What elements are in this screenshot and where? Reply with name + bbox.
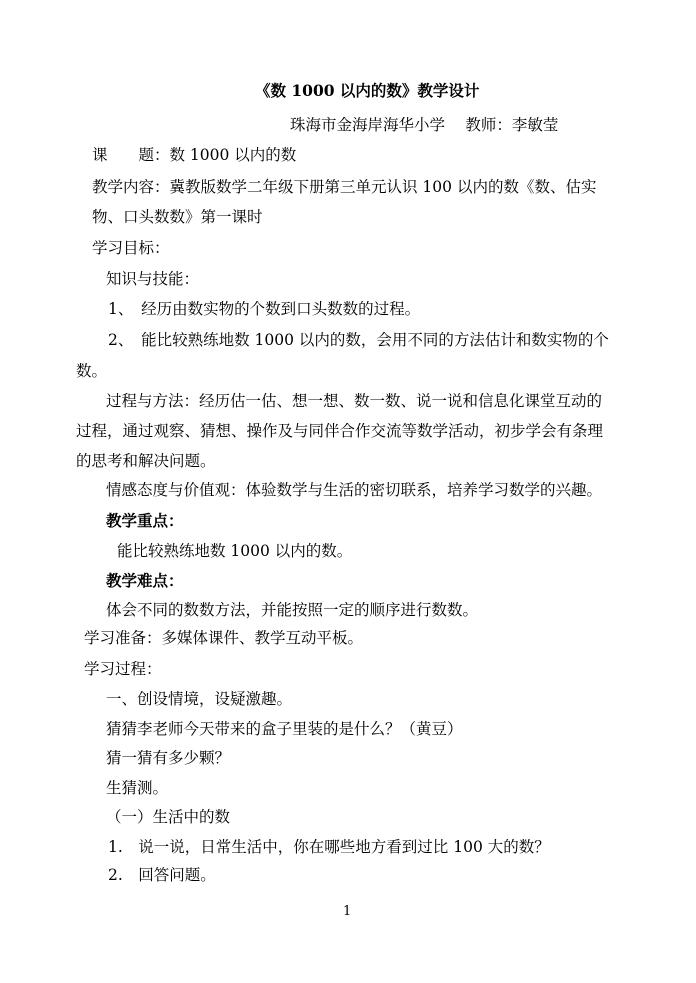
step-1-heading: 一、创设情境，设疑激趣。 bbox=[106, 690, 293, 708]
doc-title: 《数 1000 以内的数》教学设计 bbox=[255, 81, 480, 100]
teaching-content-line1: 教学内容：冀教版数学二年级下册第三单元认识 100 以内的数《数、估实 bbox=[92, 178, 597, 196]
list-item-2: 2. 回答问题。 bbox=[108, 866, 216, 884]
knowledge-item-2: 2、 能比较熟练地数 1000 以内的数，会用不同的方法估计和数实物的个 bbox=[108, 331, 609, 349]
page-number: 1 bbox=[343, 904, 352, 919]
knowledge-skills-heading: 知识与技能： bbox=[106, 270, 200, 288]
knowledge-item-1: 1、 经历由数实物的个数到口头数数的过程。 bbox=[108, 300, 421, 318]
difficulty-text: 体会不同的数数方法，并能按照一定的顺序进行数数。 bbox=[106, 601, 479, 619]
author-line: 珠海市金海岸海华小学 教师：李敏莹 bbox=[290, 116, 559, 134]
section-numbers-in-life: （一）生活中的数 bbox=[106, 808, 231, 826]
step-guess-count: 猜一猜有多少颗？ bbox=[106, 749, 231, 767]
step-guess-box: 猜猜李老师今天带来的盒子里装的是什么？（黄豆） bbox=[106, 720, 463, 738]
step-students-guess: 生猜测。 bbox=[106, 779, 169, 797]
process-method-line2: 过程，通过观察、猜想、操作及与同伴合作交流等数学活动，初步学会有条理 bbox=[76, 422, 604, 440]
key-point-label: 教学重点： bbox=[106, 511, 184, 530]
list-item-1: 1. 说一说，日常生活中，你在哪些地方看到过比 100 大的数？ bbox=[108, 838, 550, 856]
teaching-content-line2: 物、口头数数》第一课时 bbox=[92, 208, 263, 226]
preparation: 学习准备：多媒体课件、教学互动平板。 bbox=[84, 629, 364, 647]
learning-process-heading: 学习过程： bbox=[84, 660, 162, 678]
lesson-topic: 课 题：数 1000 以内的数 bbox=[92, 146, 297, 164]
process-method-line3: 的思考和解决问题。 bbox=[76, 452, 216, 470]
difficulty-label: 教学难点： bbox=[106, 571, 184, 590]
learning-goals-heading: 学习目标： bbox=[92, 239, 170, 257]
key-point-text: 能比较熟练地数 1000 以内的数。 bbox=[117, 542, 353, 560]
process-method-line1: 过程与方法：经历估一估、想一想、数一数、说一说和信息化课堂互动的 bbox=[106, 392, 603, 410]
attitude-values: 情感态度与价值观：体验数学与生活的密切联系，培养学习数学的兴趣。 bbox=[106, 481, 603, 499]
knowledge-item-2-cont: 数。 bbox=[76, 362, 108, 380]
